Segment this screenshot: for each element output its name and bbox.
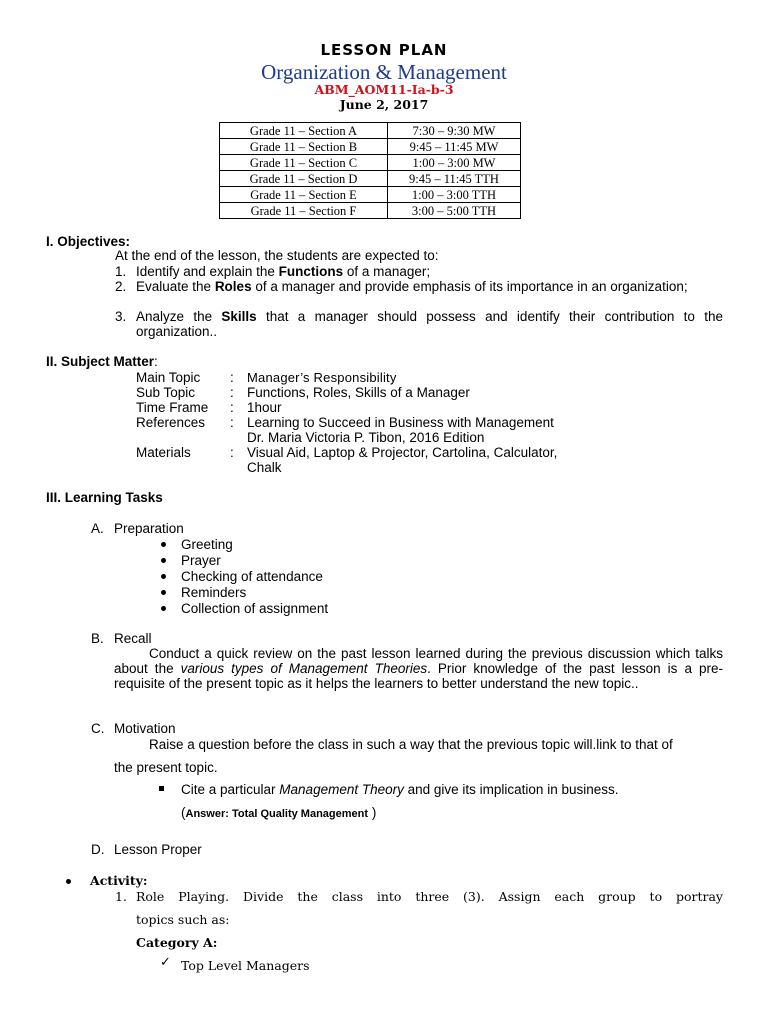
recall-paragraph: [114, 646, 723, 691]
subject-row-sep: :: [230, 400, 234, 415]
section-cell: Grade 11 – Section E: [220, 187, 388, 203]
subject-matter-colon: :: [154, 354, 158, 369]
subject-row-sep: :: [230, 370, 234, 385]
objective-text: of a manager and provide emphasis of its importance in an organization;: [251, 279, 688, 294]
subject-row-value: Functions, Roles, Skills of a Manager: [247, 385, 470, 400]
time-cell: 3:00 – 5:00 TTH: [388, 203, 521, 219]
list-item: Reminders: [181, 585, 247, 600]
objective-text: Identify and explain the: [136, 264, 279, 279]
motivation-line: Raise a question before the class in such a way that the previous topic will.link to that of: [149, 737, 673, 752]
answer-paren: ): [368, 805, 377, 820]
objective-text: Analyze the: [136, 309, 222, 324]
recall-text: . Prior knowledge of the past lesson is a pre-requisite of the present topic as it helps the learners to better understand the new topic..: [114, 661, 723, 691]
motivation-title: Motivation: [114, 721, 176, 736]
subject-matter-heading: [46, 354, 158, 369]
objective-keyword: Skills: [221, 309, 257, 324]
schedule-table: [219, 122, 521, 219]
objective-number: 1.: [115, 264, 127, 279]
bullet-icon: [161, 574, 166, 579]
course-code: ABM_AOM11-Ia-b-3: [314, 82, 454, 97]
time-cell: 7:30 – 9:30 MW: [388, 123, 521, 139]
subject-title: Organization & Management: [261, 60, 507, 84]
question-text: Cite a particular: [181, 782, 280, 797]
section-letter: A.: [91, 521, 104, 536]
objective-text: that a manager should possess and identify their contribution to the organization..: [136, 309, 723, 339]
answer-paren: (: [181, 805, 186, 820]
table-row: [220, 171, 521, 187]
table-row: [220, 139, 521, 155]
objective-item: [136, 264, 723, 279]
subject-row-value: Learning to Succeed in Business with Management: [247, 415, 554, 430]
answer-text: Answer: Total Quality Management: [185, 808, 369, 820]
bullet-icon: [66, 879, 71, 884]
check-icon: ✓: [160, 955, 171, 970]
activity-item-number: 1.: [115, 889, 127, 904]
time-cell: 1:00 – 3:00 MW: [388, 155, 521, 171]
objective-text: of a manager;: [343, 264, 431, 279]
bullet-icon: [161, 558, 166, 563]
section-letter: B.: [91, 631, 104, 646]
section-cell: Grade 11 – Section B: [220, 139, 388, 155]
time-cell: 1:00 – 3:00 TTH: [388, 187, 521, 203]
preparation-title: Preparation: [114, 521, 184, 536]
recall-title: Recall: [114, 631, 152, 646]
objective-keyword: Functions: [278, 264, 344, 279]
lesson-date: June 2, 2017: [339, 97, 429, 112]
subject-row-label: Time Frame: [136, 400, 209, 415]
lesson-proper-title: Lesson Proper: [114, 842, 202, 857]
subject-row-value: 1hour: [247, 400, 282, 415]
subject-row-label: Materials: [136, 445, 191, 460]
learning-tasks-heading: III. Learning Tasks: [46, 490, 163, 505]
subject-row-value: Manager’s Responsibility: [247, 370, 397, 385]
subject-row-value: Visual Aid, Laptop & Projector, Cartolina, Calculator,: [247, 445, 558, 460]
section-letter: D.: [91, 842, 105, 857]
section-cell: Grade 11 – Section A: [220, 123, 388, 139]
list-item: Prayer: [181, 553, 221, 568]
question-text: and give its implication in business.: [403, 782, 619, 797]
objective-number: 2.: [115, 279, 127, 294]
section-letter: C.: [91, 721, 105, 736]
subject-row-value-continued: Dr. Maria Victoria P. Tibon, 2016 Edition: [247, 430, 485, 445]
section-cell: Grade 11 – Section D: [220, 171, 388, 187]
time-cell: 9:45 – 11:45 TTH: [388, 171, 521, 187]
category-label: Category A:: [136, 935, 218, 950]
subject-row-sep: :: [230, 415, 234, 430]
section-cell: Grade 11 – Section F: [220, 203, 388, 219]
subject-row-sep: :: [230, 445, 234, 460]
motivation-question: [181, 782, 618, 797]
question-emphasis: Management Theory: [279, 782, 404, 797]
activity-text: Role Playing. Divide the class into three (3). Assign each group to portray: [136, 889, 723, 904]
objective-item: [136, 309, 723, 339]
lesson-plan-title: LESSON PLAN: [320, 41, 448, 59]
objectives-intro: At the end of the lesson, the students are expected to:: [115, 248, 439, 263]
section-cell: Grade 11 – Section C: [220, 155, 388, 171]
subject-row-label: References: [136, 415, 206, 430]
list-item: Checking of attendance: [181, 569, 323, 584]
list-item: Collection of assignment: [181, 601, 329, 616]
category-item: Top Level Managers: [181, 958, 310, 973]
bullet-icon: [161, 542, 166, 547]
table-row: [220, 187, 521, 203]
subject-row-label: Main Topic: [136, 370, 201, 385]
recall-emphasis: various types of Management Theories: [180, 661, 428, 676]
objective-number: 3.: [115, 309, 127, 324]
time-cell: 9:45 – 11:45 MW: [388, 139, 521, 155]
objective-item: [136, 279, 723, 294]
objective-text: Evaluate the: [136, 279, 215, 294]
motivation-line: the present topic.: [114, 760, 218, 775]
recall-text: Conduct a quick review on the past lesson learned during the previous discussion which talks about the: [114, 646, 723, 676]
subject-matter-heading-text: II. Subject Matter: [46, 354, 155, 369]
subject-row-sep: :: [230, 385, 234, 400]
bullet-icon: [161, 606, 166, 611]
subject-row-label: Sub Topic: [136, 385, 196, 400]
motivation-answer: [181, 805, 376, 820]
activity-heading: Activity:: [90, 873, 148, 888]
activity-text: topics such as:: [136, 912, 230, 927]
objectives-heading: I. Objectives:: [46, 234, 131, 249]
square-bullet-icon: [159, 786, 164, 791]
list-item: Greeting: [181, 537, 233, 552]
table-row: [220, 203, 521, 219]
bullet-icon: [161, 590, 166, 595]
table-row: [220, 155, 521, 171]
subject-row-value-continued: Chalk: [247, 460, 282, 475]
table-row: [220, 123, 521, 139]
objective-keyword: Roles: [214, 279, 252, 294]
